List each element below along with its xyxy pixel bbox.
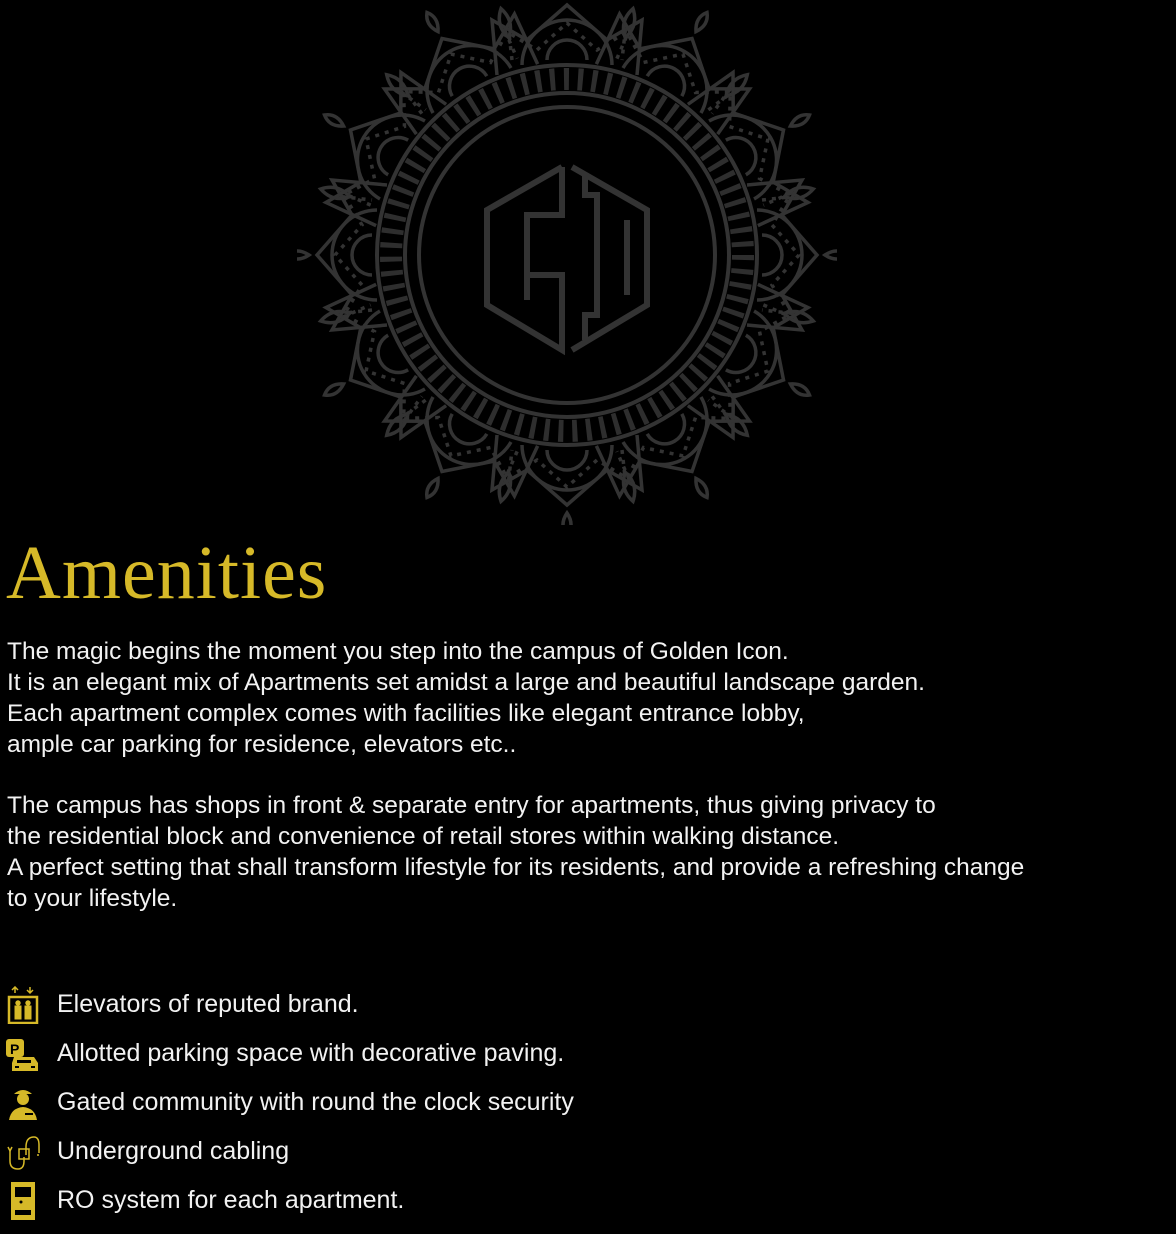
list-item	[6, 980, 574, 1029]
description-paragraph	[7, 790, 1024, 914]
elevator-icon	[6, 986, 40, 1024]
description-line: A perfect setting that shall transform lifestyle for its residents, and provide a refreshing change	[7, 854, 1025, 881]
description-line: the residential block and convenience of retail stores within walking distance.	[7, 823, 840, 850]
page-title: Amenities	[6, 531, 328, 615]
list-item	[6, 1078, 574, 1127]
parking-icon	[6, 1035, 40, 1073]
security-guard-icon	[6, 1084, 40, 1122]
ro-system-icon	[6, 1182, 40, 1220]
description-line: to your lifestyle.	[7, 885, 178, 912]
intro-line: Each apartment complex comes with facilities like elegant entrance lobby,	[7, 700, 805, 727]
amenity-label: RO system for each apartment.	[57, 1186, 405, 1214]
amenity-label: Allotted parking space with decorative paving.	[57, 1039, 565, 1067]
intro-paragraph	[7, 636, 925, 760]
intro-line: It is an elegant mix of Apartments set amidst a large and beautiful landscape garden.	[7, 669, 925, 696]
amenity-label: Gated community with round the clock security	[57, 1088, 574, 1116]
list-item	[6, 1029, 574, 1078]
svg-text:P: P	[10, 1040, 20, 1057]
amenity-label: Elevators of reputed brand.	[57, 990, 359, 1018]
mandala-logo	[297, 0, 837, 525]
intro-line: The magic begins the moment you step into the campus of Golden Icon.	[7, 638, 789, 665]
cable-icon	[6, 1133, 40, 1171]
list-item	[6, 1176, 574, 1225]
list-item	[6, 1127, 574, 1176]
amenities-list	[6, 980, 574, 1225]
intro-line: ample car parking for residence, elevators etc..	[7, 731, 517, 758]
amenity-label: Underground cabling	[57, 1137, 290, 1165]
description-line: The campus has shops in front & separate entry for apartments, thus giving privacy to	[7, 792, 936, 819]
